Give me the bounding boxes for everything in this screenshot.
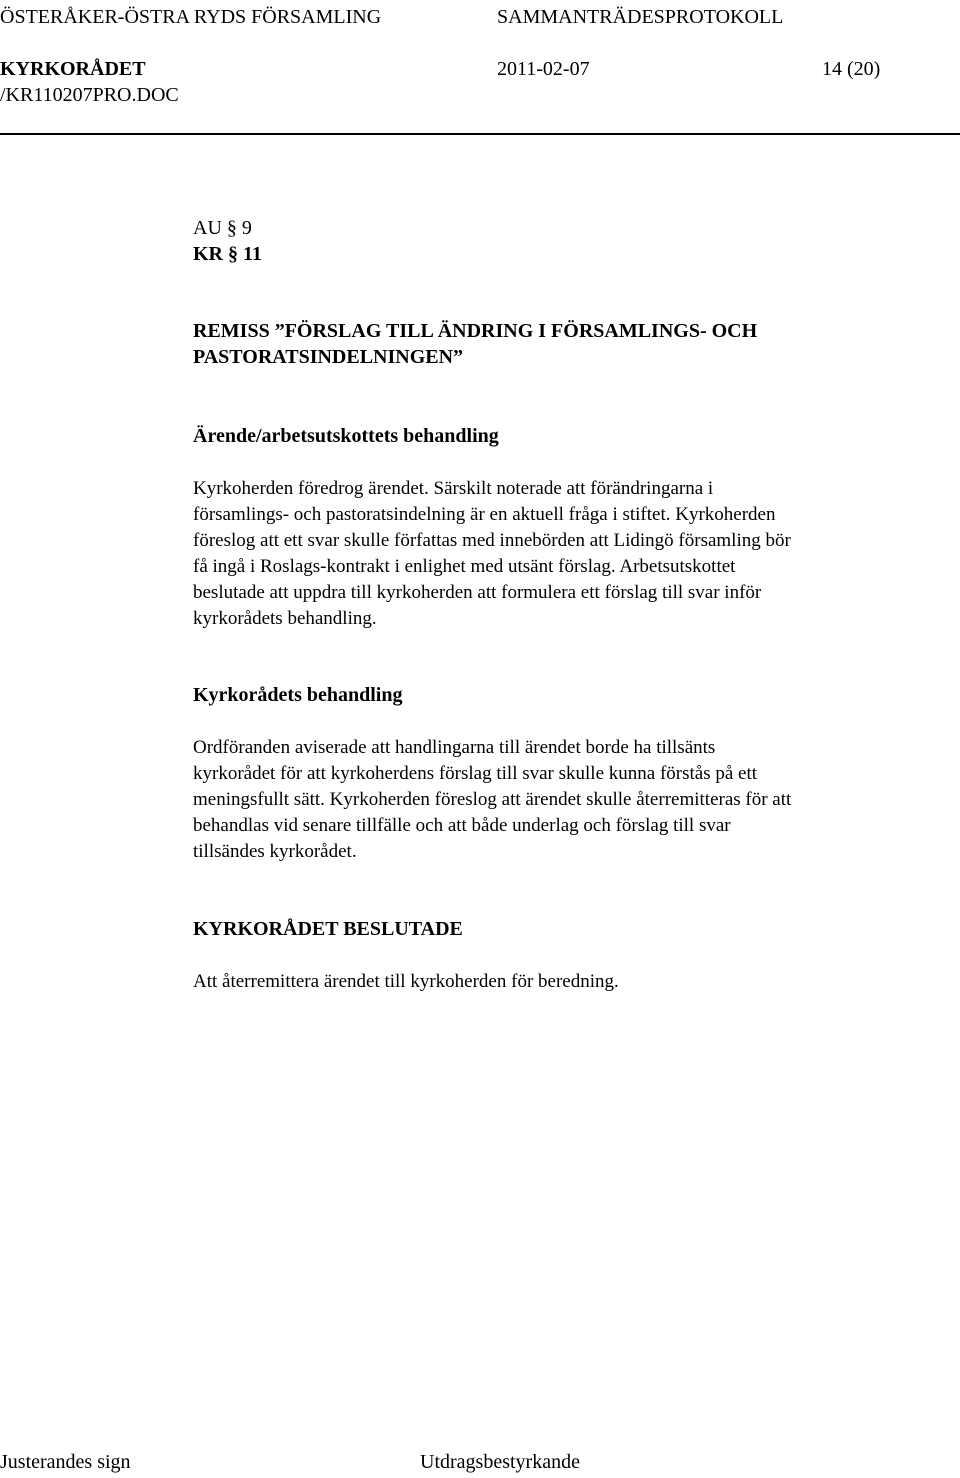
text-line: föreslog att ett svar skulle författas med innebörden att Lidingö församling bör: [193, 530, 791, 551]
kr-reference: KR § 11: [193, 243, 262, 265]
text-line: beslutade att uppdra till kyrkoherden att formulera ett förslag till svar inför: [193, 582, 762, 603]
section-heading-committee-review: Ärende/arbetsutskottets behandling: [193, 425, 499, 447]
file-name: /KR110207PRO.DOC: [0, 84, 179, 106]
text-line: församlings- och pastoratsindelning är en aktuell fråga i stiftet. Kyrkoherden: [193, 504, 776, 525]
au-reference: AU § 9: [193, 217, 252, 239]
decision-text: [193, 969, 893, 995]
text-line: få ingå i Roslags-kontrakt i enlighet med utsänt förslag. Arbetsutskottet: [193, 556, 736, 577]
adjusters-signature-label: Justerandes sign: [0, 1451, 131, 1473]
document-type: SAMMANTRÄDESPROTOKOLL: [497, 6, 784, 28]
text-line: Att återremittera ärendet till kyrkoherden för beredning.: [193, 971, 619, 992]
matter-title-line1: REMISS ”FÖRSLAG TILL ÄNDRING I FÖRSAMLINGS- OCH: [193, 320, 758, 342]
page-number: 14 (20): [822, 58, 881, 80]
text-line: kyrkorådet för att kyrkoherdens förslag till svar skulle kunna förstås på ett: [193, 763, 758, 784]
matter-title-line2: PASTORATSINDELNINGEN”: [193, 346, 464, 368]
text-line: meningsfullt sätt. Kyrkoherden föreslog att ärendet skulle återremitteras för att: [193, 789, 792, 810]
section-heading-council-review: Kyrkorådets behandling: [193, 684, 403, 706]
section-heading-decision: KYRKORÅDET BESLUTADE: [193, 918, 463, 940]
meeting-date: 2011-02-07: [497, 58, 590, 80]
extract-certification-label: Utdragsbestyrkande: [420, 1451, 580, 1473]
committee-name: KYRKORÅDET: [0, 58, 146, 80]
text-line: Ordföranden aviserade att handlingarna till ärendet borde ha tillsänts: [193, 737, 716, 758]
section-text-council-review: [193, 735, 893, 865]
header-rule: [0, 133, 960, 135]
organization-name: ÖSTERÅKER-ÖSTRA RYDS FÖRSAMLING: [0, 6, 382, 28]
text-line: behandlas vid senare tillfälle och att både underlag och förslag till svar: [193, 815, 731, 836]
text-line: tillsändes kyrkorådet.: [193, 841, 357, 862]
text-line: Kyrkoherden föredrog ärendet. Särskilt noterade att förändringarna i: [193, 478, 714, 499]
text-line: kyrkorådets behandling.: [193, 608, 377, 629]
section-text-committee-review: [193, 476, 893, 632]
